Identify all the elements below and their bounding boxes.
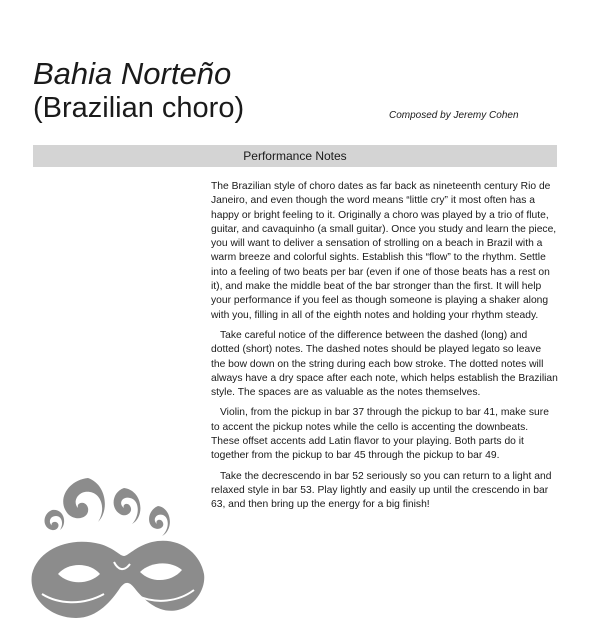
- notes-paragraph: Take the decrescendo in bar 52 seriously so you can return to a light and relaxed style in bar 53. Play lightly and easily up until the crescendo in bar 63, and then bring up the energy for a big finish!: [211, 470, 552, 511]
- composer-credit: Composed by Jeremy Cohen: [389, 110, 519, 121]
- section-heading-bar: [33, 145, 557, 167]
- notes-paragraph: Take careful notice of the difference between the dashed (long) and dotted (short) notes. The dashed notes should be played legato so leave the bow down on the string during each bow stroke. The dotted notes will always have a dry space after each note, which helps establish the Brazilian style. The spaces are as valuable as the notes themselves.: [211, 329, 558, 399]
- section-heading: Performance Notes: [243, 149, 347, 163]
- carnival-mask-ornament-icon: [28, 470, 208, 626]
- piece-title: Bahia Norteño: [33, 56, 232, 91]
- piece-subtitle: (Brazilian choro): [33, 92, 245, 124]
- notes-paragraph: Violin, from the pickup in bar 37 through the pickup to bar 41, make sure to accent the pickup notes while the cello is accenting the downbeats. These offset accents add Latin flavor to your playing. Both parts do it together from the pickup to bar 45 through the pickup to bar 49.: [211, 407, 549, 462]
- performance-notes-body: [211, 180, 558, 519]
- notes-paragraph: The Brazilian style of choro dates as far back as nineteenth century Rio de Janeiro, and even though the word means “little cry” it most often has a happy or bright feeling to it. Originally a choro was played by a trio of flute, guitar, and cavaquinho (a small guitar). Once you study and learn the piece, you will want to deliver a sensation of strolling on a beach in Brazil with a warm breeze and colorful sights. Establish this “flow” to the rhythm. Settle into a feeling of two beats per bar (even if one of those beats has a rest on it), and make the middle beat of the bar stronger than the first. It will help your performance if you feel as though someone is playing a shaker along with you, filling in all of the eighth notes and holding your rhythm steady.: [211, 181, 557, 321]
